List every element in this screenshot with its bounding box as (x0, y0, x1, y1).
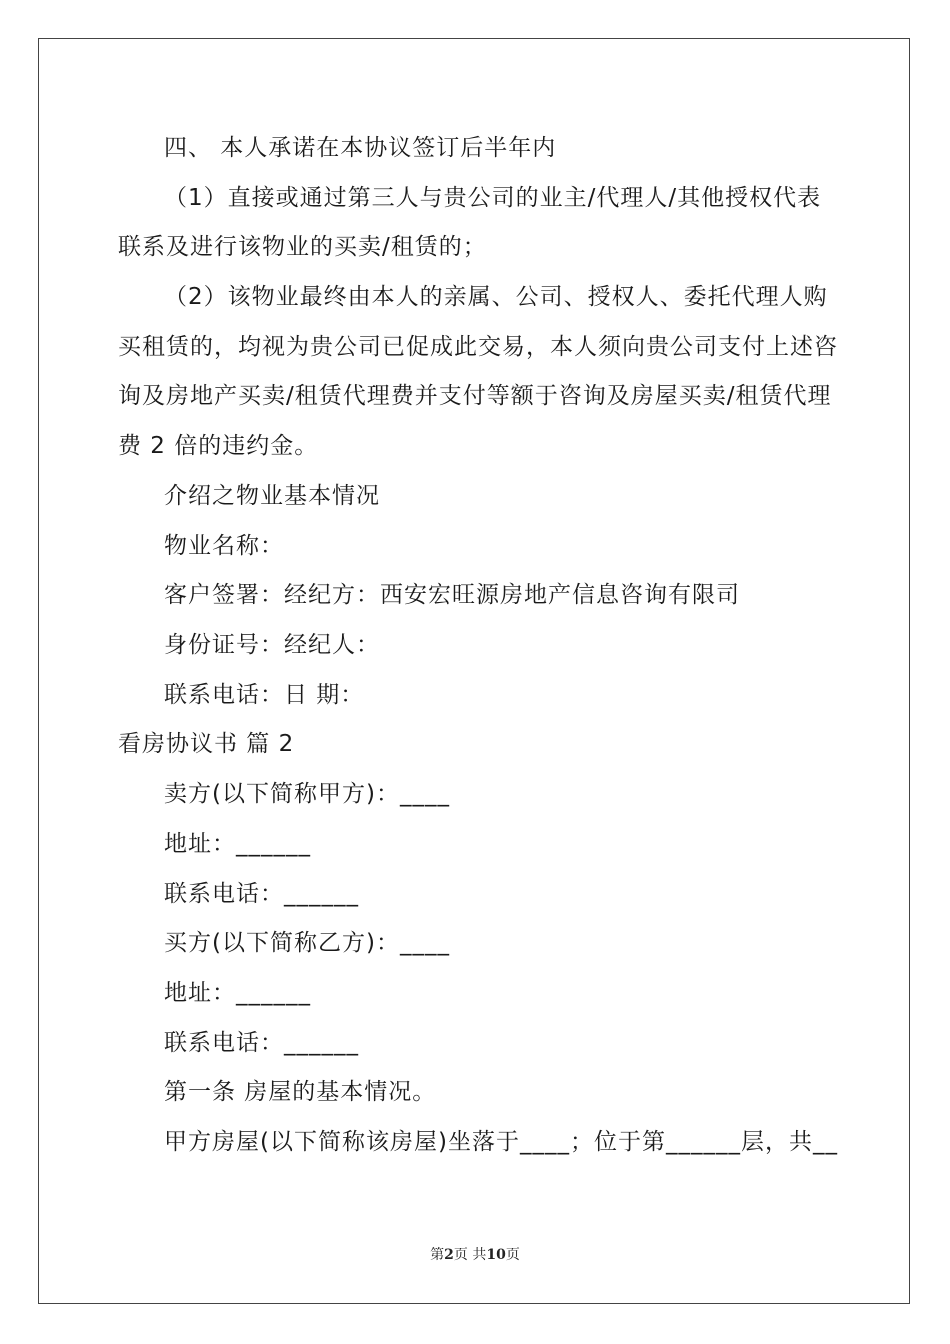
section-title-part-2: 看房协议书 篇 2 (118, 731, 295, 757)
footer-prefix: 第 (430, 1247, 445, 1263)
clause-item-2-line-3: 询及房地产买卖/租赁代理费并支付等额于咨询及房屋买卖/租赁代理 (118, 383, 832, 409)
buyer-field: 买方(以下简称乙方)：____ (164, 930, 450, 956)
seller-address-field: 地址：______ (164, 831, 311, 857)
footer-current-page: 2 (444, 1247, 454, 1263)
footer-mid: 页 共 (453, 1247, 487, 1263)
client-signature-field: 客户签署：经纪方：西安宏旺源房地产信息咨询有限司 (164, 582, 740, 608)
page-footer (0, 1246, 950, 1264)
clause-item-2-line-2: 买租赁的，均视为贵公司已促成此交易，本人须向贵公司支付上述咨 (118, 334, 838, 360)
clause-item-1-line-1: （1）直接或通过第三人与贵公司的业主/代理人/其他授权代表 (164, 185, 822, 211)
property-info-heading: 介绍之物业基本情况 (164, 483, 380, 509)
seller-field: 卖方(以下简称甲方)：____ (164, 781, 450, 807)
id-number-field: 身份证号：经纪人： (164, 632, 380, 658)
clause-item-2-line-1: （2）该物业最终由本人的亲属、公司、授权人、委托代理人购 (164, 284, 828, 310)
footer-suffix: 页 (505, 1247, 520, 1263)
phone-date-field: 联系电话：日 期： (164, 682, 365, 708)
buyer-address-field: 地址：______ (164, 980, 311, 1006)
article-one-heading: 第一条 房屋的基本情况。 (164, 1079, 437, 1105)
clause-item-1-line-2: 联系及进行该物业的买卖/租赁的； (118, 234, 487, 260)
seller-phone-field: 联系电话：______ (164, 881, 359, 907)
clause-four-heading: 四、 本人承诺在本协议签订后半年内 (164, 135, 557, 161)
buyer-phone-field: 联系电话：______ (164, 1030, 359, 1056)
footer-total-pages: 10 (486, 1247, 506, 1263)
clause-item-2-line-4: 费 2 倍的违约金。 (118, 433, 319, 459)
page-frame (38, 38, 910, 1304)
property-name-field: 物业名称： (164, 533, 284, 559)
property-location-line: 甲方房屋(以下简称该房屋)坐落于____；位于第______层，共__ (164, 1129, 838, 1155)
